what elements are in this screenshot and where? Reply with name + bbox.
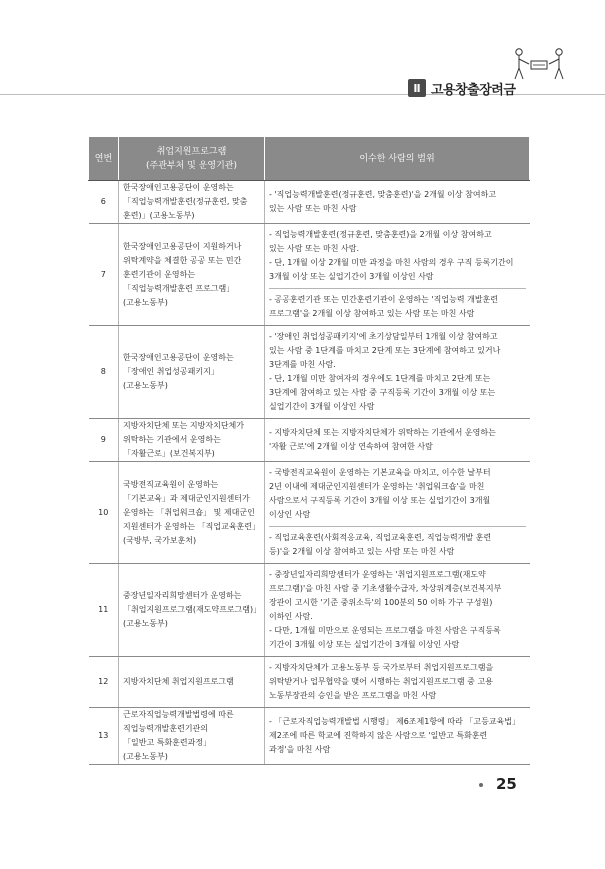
program-line: 근로자직업능력개발법령에 따른 (123, 710, 234, 719)
scope-cell (265, 224, 530, 326)
program-line: 지방자치단체 취업지원프로그램 (123, 677, 234, 686)
program-line: (고용노동부) (123, 381, 168, 390)
scope-line: 노동부장관의 승인을 받은 프로그램을 마친 사람 (269, 691, 437, 700)
program-cell (119, 657, 265, 708)
scope-line: 이상인 사람 (269, 510, 311, 519)
table-row (89, 657, 530, 708)
header-program (119, 137, 265, 181)
scope-line: 프로그램'을 2개월 이상 참여하고 있는 사람 또는 마친 사람 (269, 309, 475, 318)
program-line: 「직업능력개발훈련 프로그램」 (123, 283, 235, 293)
program-cell (119, 419, 265, 462)
scope-line: 2년 이내에 제대군인지원센터가 운영하는 '취업워크숍'을 마친 (269, 482, 485, 491)
scope-line: - 직업교육훈련(사회적응교육, 직업교육훈련, 직업능력개발 훈련 (269, 533, 492, 542)
table-row (89, 224, 530, 326)
program-line: 직업능력개발훈련기관의 (123, 724, 209, 733)
page-number: 25 (496, 775, 517, 793)
program-line: (고용노동부) (123, 619, 168, 628)
scope-block (269, 288, 526, 325)
program-cell (119, 462, 265, 564)
scope-block (269, 184, 526, 220)
scope-block (269, 326, 526, 418)
row-number: 8 (89, 326, 119, 419)
scope-block (269, 657, 526, 707)
table-row (89, 564, 530, 657)
program-line: 지방자치단체 또는 지방자치단체가 (123, 421, 245, 430)
scope-line: 있는 사람 또는 마친 사람 (269, 204, 357, 213)
scope-cell (265, 564, 530, 657)
header-program-line1: 취업지원프로그램 (156, 146, 227, 157)
scope-line: - 중장년일자리희망센터가 운영하는 '취업지원프로그램(재도약 (269, 570, 486, 579)
program-line: 「취업지원프로그램(재도약프로그램)」 (123, 605, 262, 614)
scope-cell (265, 657, 530, 708)
program-line: 훈련기관이 운영하는 (123, 269, 196, 279)
program-line: 국방전직교육원이 운영하는 (123, 479, 219, 489)
scope-line: 기간이 3개월 이상 또는 실업기간이 3개월 이상인 사람 (269, 640, 460, 649)
scope-line: 등)'을 2개월 이상 참여하고 있는 사람 또는 마친 사람 (269, 547, 455, 556)
scope-line: 사람으로서 구직등록 기간이 3개월 이상 또는 실업기간이 3개월 (269, 496, 491, 505)
scope-line: 과정'을 마친 사람 (269, 745, 331, 754)
program-cell (119, 564, 265, 657)
scope-line: - 공공훈련기관 또는 민간훈련기관이 운영하는 '직업능력 개발훈련 (269, 295, 498, 304)
scope-line: 3단계에 참여하고 있는 사람 중 구직등록 기간이 3개월 이상 또는 (269, 388, 496, 397)
scope-block (269, 224, 526, 288)
program-cell (119, 708, 265, 765)
row-number: 7 (89, 224, 119, 326)
program-line: 「기본교육」과 제대군인지원센터가 (123, 493, 250, 503)
program-line: (국방부, 국가보훈처) (123, 535, 197, 545)
chapter-number: Ⅱ (408, 79, 426, 97)
scope-line: 위탁받거나 업무협약을 맺어 시행하는 취업지원프로그램 중 고용 (269, 677, 493, 686)
scope-block (269, 422, 526, 458)
row-number: 11 (89, 564, 119, 657)
scope-block (269, 526, 526, 563)
chapter-title: 고용창출장려금 (431, 82, 516, 98)
scope-line: - 「근로자직업능력개발법 시행령」 제6조제1항에 따라 「고등교육법」 (269, 717, 520, 726)
scope-line: 이하인 사람. (269, 612, 313, 621)
row-number: 6 (89, 181, 119, 224)
scope-block (269, 462, 526, 526)
scope-line: - '직업능력개발훈련(정규훈련, 맞춤훈련)'을 2개월 이상 참여하고 (269, 190, 497, 199)
program-cell (119, 224, 265, 326)
program-line: 훈련)」(고용노동부) (123, 211, 195, 220)
table-row (89, 181, 530, 224)
scope-block (269, 564, 526, 656)
page-bullet (479, 783, 483, 787)
scope-line: - 국방전직교육원이 운영하는 기본교육을 마치고, 이수한 날부터 (269, 468, 491, 477)
table-row (89, 708, 530, 765)
scope-line: 프로그램)'을 마친 사람 중 기초생활수급자, 차상위계층(보건복지부 (269, 584, 502, 593)
program-line: (고용노동부) (123, 297, 168, 307)
program-line: 한국장애인고용공단이 지원하거나 (123, 241, 242, 251)
header-no: 연번 (89, 137, 119, 181)
row-number: 9 (89, 419, 119, 462)
program-line: 위탁계약을 체결한 공공 또는 민간 (123, 255, 242, 265)
scope-line: - 직업능력개발훈련(정규훈련, 맞춤훈련)을 2개월 이상 참여하고 (269, 230, 492, 239)
scope-line: 있는 사람 또는 마친 사람. (269, 244, 359, 253)
scope-cell (265, 326, 530, 419)
scope-cell (265, 708, 530, 765)
program-line: 「일반고 특화훈련과정」 (123, 738, 212, 747)
scope-line: 있는 사람 중 1단계를 마치고 2단계 또는 3단계에 참여하고 있거나 (269, 346, 501, 355)
scope-line: - 단, 1개월 미만 참여자의 경우에도 1단계를 마치고 2단계 또는 (269, 374, 491, 383)
program-line: 중장년일자리희망센터가 운영하는 (123, 591, 242, 600)
scope-line: - 지방자치단체 또는 지방자치단체가 위탁하는 기관에서 운영하는 (269, 428, 496, 437)
program-line: (고용노동부) (123, 752, 168, 761)
scope-line: - '장애인 취업성공패키지'에 초기상담일부터 1개월 이상 참여하고 (269, 332, 498, 341)
row-number: 12 (89, 657, 119, 708)
program-cell (119, 181, 265, 224)
program-line: 「장애인 취업성공패키지」 (123, 367, 219, 376)
table-header-row (89, 137, 530, 181)
scope-line: 3단계를 마친 사람. (269, 360, 336, 369)
program-line: 운영하는 「취업워크숍」 및 제대군인 (123, 507, 255, 517)
header-scope: 이수한 사람의 범위 (265, 137, 530, 181)
scope-line: - 지방자치단체가 고용노동부 등 국가로부터 취업지원프로그램을 (269, 663, 494, 672)
header-program-line2: (주관부처 및 운영기관) (146, 160, 237, 171)
scope-line: '자활 근로'에 2개월 이상 연속하여 참여한 사람 (269, 442, 433, 451)
scope-cell (265, 462, 530, 564)
chapter-header (408, 79, 515, 97)
scope-line: - 단, 1개월 이상 2개월 미만 과정을 마친 사람의 경우 구직 등록기간이 (269, 258, 514, 267)
row-number: 10 (89, 462, 119, 564)
program-line: 「자활근로」(보건복지부) (123, 449, 215, 458)
program-line: 위탁하는 기관에서 운영하는 (123, 435, 221, 444)
scope-line: 장관이 고시한 '기준 중위소득'의 100분의 50 이하 가구 구성원) (269, 598, 493, 607)
scope-cell (265, 181, 530, 224)
people-illustration-icon (507, 46, 571, 84)
program-cell (119, 326, 265, 419)
program-line: 한국장애인고용공단이 운영하는 (123, 353, 234, 362)
table-row (89, 462, 530, 564)
table-row (89, 326, 530, 419)
row-number: 13 (89, 708, 119, 765)
program-table (88, 136, 530, 765)
program-line: 지원센터가 운영하는 「직업교육훈련」 (123, 521, 261, 531)
scope-block (269, 711, 526, 761)
scope-line: - 다만, 1개월 미만으로 운영되는 프로그램을 마친 사람은 구직등록 (269, 626, 501, 635)
scope-line: 실업기간이 3개월 이상인 사람 (269, 402, 375, 411)
program-line: 한국장애인고용공단이 운영하는 (123, 183, 234, 192)
program-line: 「직업능력개발훈련(정규훈련, 맞춤 (123, 197, 248, 206)
table-row (89, 419, 530, 462)
scope-cell (265, 419, 530, 462)
scope-line: 제2조에 따른 학교에 진학하지 않은 사람으로 '일반고 특화훈련 (269, 731, 488, 740)
scope-line: 3개월 이상 또는 실업기간이 3개월 이상인 사람 (269, 272, 434, 281)
